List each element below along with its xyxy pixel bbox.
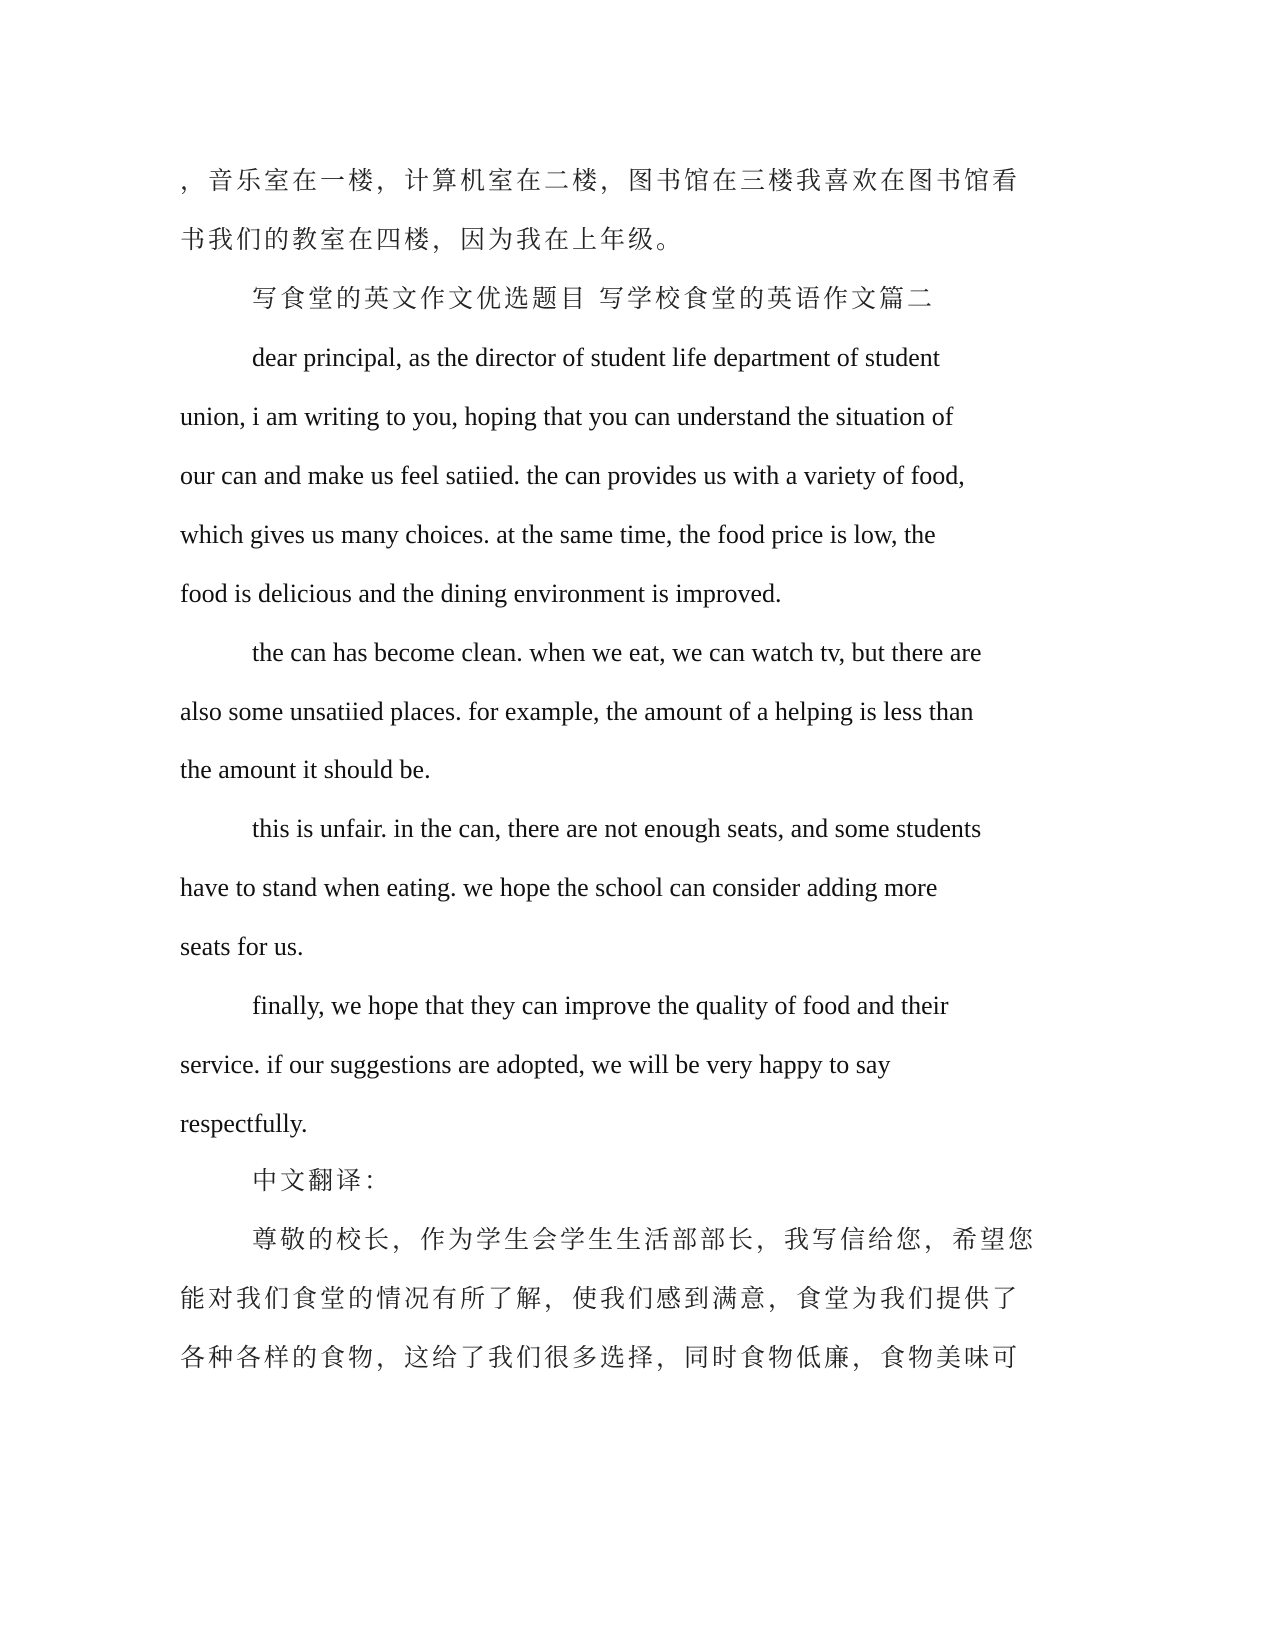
text-line: 尊敬的校长，作为学生会学生生活部部长，我写信给您，希望您 — [252, 1225, 1037, 1254]
text-line: this is unfair. in the can, there are not enough seats, and some students — [252, 814, 982, 843]
text-line: ，音乐室在一楼，计算机室在二楼，图书馆在三楼我喜欢在图书馆看 — [180, 166, 1021, 195]
text-line: respectfully. — [180, 1109, 308, 1138]
text-line: also some unsatiied places. for example, the amount of a helping is less than — [180, 697, 974, 726]
text-line: 书我们的教室在四楼，因为我在上年级。 — [180, 225, 685, 254]
text-line: 能对我们食堂的情况有所了解，使我们感到满意，食堂为我们提供了 — [180, 1284, 1021, 1313]
text-line: which gives us many choices. at the same time, the food price is low, the — [180, 520, 936, 549]
text-line: the can has become clean. when we eat, we can watch tv, but there are — [252, 638, 982, 667]
text-line: 各种各样的食物，这给了我们很多选择，同时食物低廉，食物美味可 — [180, 1343, 1021, 1372]
text-line: finally, we hope that they can improve the quality of food and their — [252, 991, 949, 1020]
text-line: food is delicious and the dining environment is improved. — [180, 579, 782, 608]
section-heading: 写食堂的英文作文优选题目 写学校食堂的英语作文篇二 — [252, 284, 935, 313]
translation-heading: 中文翻译： — [252, 1166, 393, 1195]
text-line: our can and make us feel satiied. the can provides us with a variety of food, — [180, 461, 965, 490]
text-line: service. if our suggestions are adopted, we will be very happy to say — [180, 1050, 891, 1079]
text-line: seats for us. — [180, 932, 304, 961]
text-line: union, i am writing to you, hoping that you can understand the situation of — [180, 402, 954, 431]
text-line: dear principal, as the director of student life department of student — [252, 343, 941, 372]
text-line: the amount it should be. — [180, 755, 431, 784]
text-line: have to stand when eating. we hope the school can consider adding more — [180, 873, 938, 902]
